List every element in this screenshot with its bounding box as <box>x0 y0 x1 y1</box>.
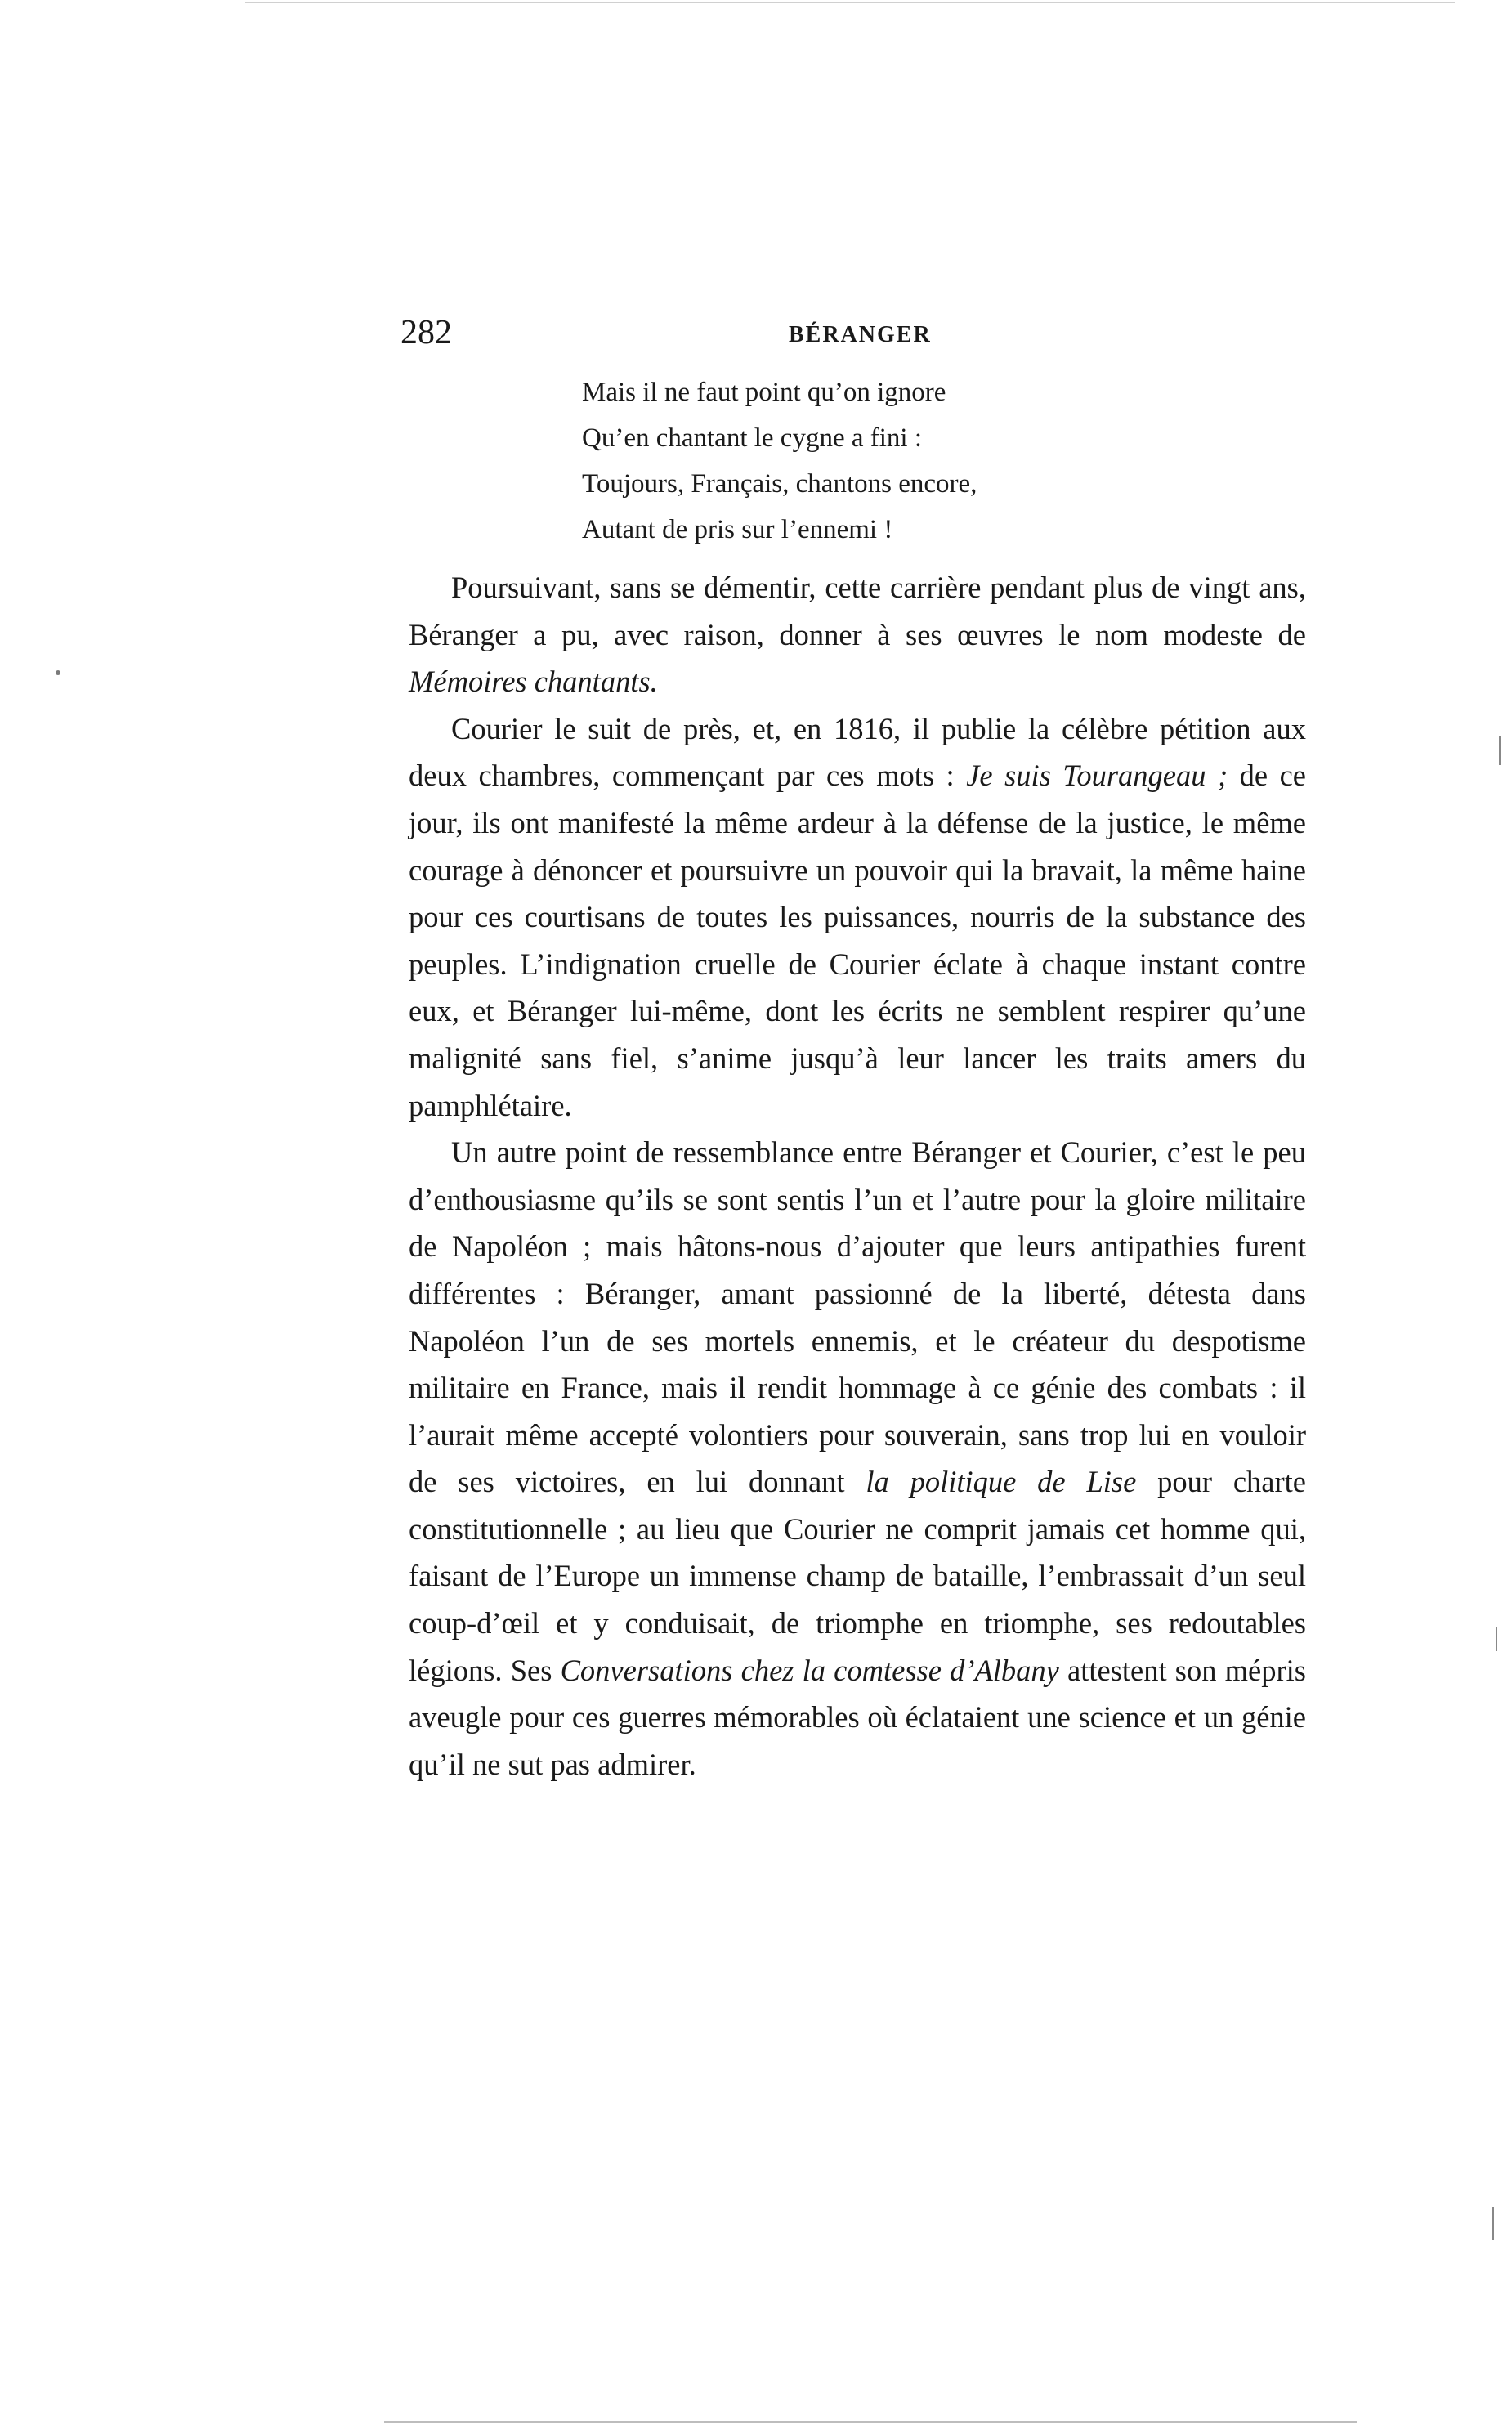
verse-line: Qu’en chantant le cygne a fini : <box>582 423 922 453</box>
verse-line: Toujours, Français, chantons encore, <box>582 469 977 499</box>
scan-edge-bottom <box>384 2421 1357 2423</box>
verse-line: Mais il ne faut point qu’on ignore <box>582 378 946 407</box>
text-run: Un autre point de ressemblance entre Béranger et Courier, c’est le peu d’enthousiasme qu’ils se sont sentis l’un et l’autre pour la gloire militaire de Napoléon ; mais hâtons-nous d’ajouter que leurs antipathies furent différentes : Béranger, amant passionné de la liberté, détesta dans Napoléon l’un de ses mortels ennemis, et le créateur du despotisme militaire en France, mais il rendit hommage à ce génie des combats : il l’aurait même accepté volontiers pour souverain, sans trop lui en vouloir de ses victoires, en lui donnant <box>409 1135 1306 1499</box>
text-run: Poursuivant, sans se démentir, cette carrière pendant plus de vingt ans, Béranger a pu, avec raison, donner à ses œuvres le nom modeste de <box>409 571 1306 651</box>
verse-stanza <box>582 369 1154 553</box>
margin-mark <box>1496 1627 1497 1651</box>
paragraph <box>409 1129 1306 1788</box>
italic-title: Mémoires chantants. <box>409 665 658 699</box>
margin-mark <box>1492 2207 1494 2240</box>
body-text <box>409 564 1306 1788</box>
paragraph <box>409 705 1306 1129</box>
verse-line: Autant de pris sur l’ennemi ! <box>582 515 893 544</box>
margin-speck <box>56 670 60 675</box>
italic-quote: Je suis Tourangeau ; <box>966 759 1228 793</box>
italic-title: la politique de Lise <box>866 1465 1137 1499</box>
text-run: pour charte constitutionnelle ; au lieu que Courier ne comprit jamais cet homme qui, faisant de l’Europe un immense champ de bataille, l’embrassait d’un seul coup-d’œil et y conduisait, de triomphe en triomphe, ses redoutables légions. Ses <box>409 1465 1306 1687</box>
italic-title: Conversations chez la comtesse d’Albany <box>560 1653 1059 1687</box>
page-header <box>400 309 1312 358</box>
scan-edge-top <box>245 2 1455 3</box>
running-title: BÉRANGER <box>789 322 932 347</box>
text-run: de ce jour, ils ont manifesté la même ardeur à la défense de la justice, le même courage à dénoncer et poursuivre un pouvoir qui la bravait, la même haine pour ces courtisans de toutes les puissances, nourris de la substance des peuples. L’indignation cruelle de Courier éclate à chaque instant contre eux, et Béranger lui-même, dont les écrits ne semblent respirer qu’une malignité sans fiel, s’anime jusqu’à leur lancer les traits amers du pamphlétaire. <box>409 759 1306 1122</box>
text-run: Courier le suit de près, et, en 1816, il publie la célèbre pétition aux deux chambres, commençant par ces mots : <box>409 711 1306 793</box>
text-run: attestent son mépris aveugle pour ces guerres mémorables où éclataient une science et un génie qu’il ne sut pas admirer. <box>409 1653 1306 1781</box>
margin-mark <box>1499 736 1501 765</box>
page-number: 282 <box>400 314 452 351</box>
paragraph <box>409 564 1306 705</box>
